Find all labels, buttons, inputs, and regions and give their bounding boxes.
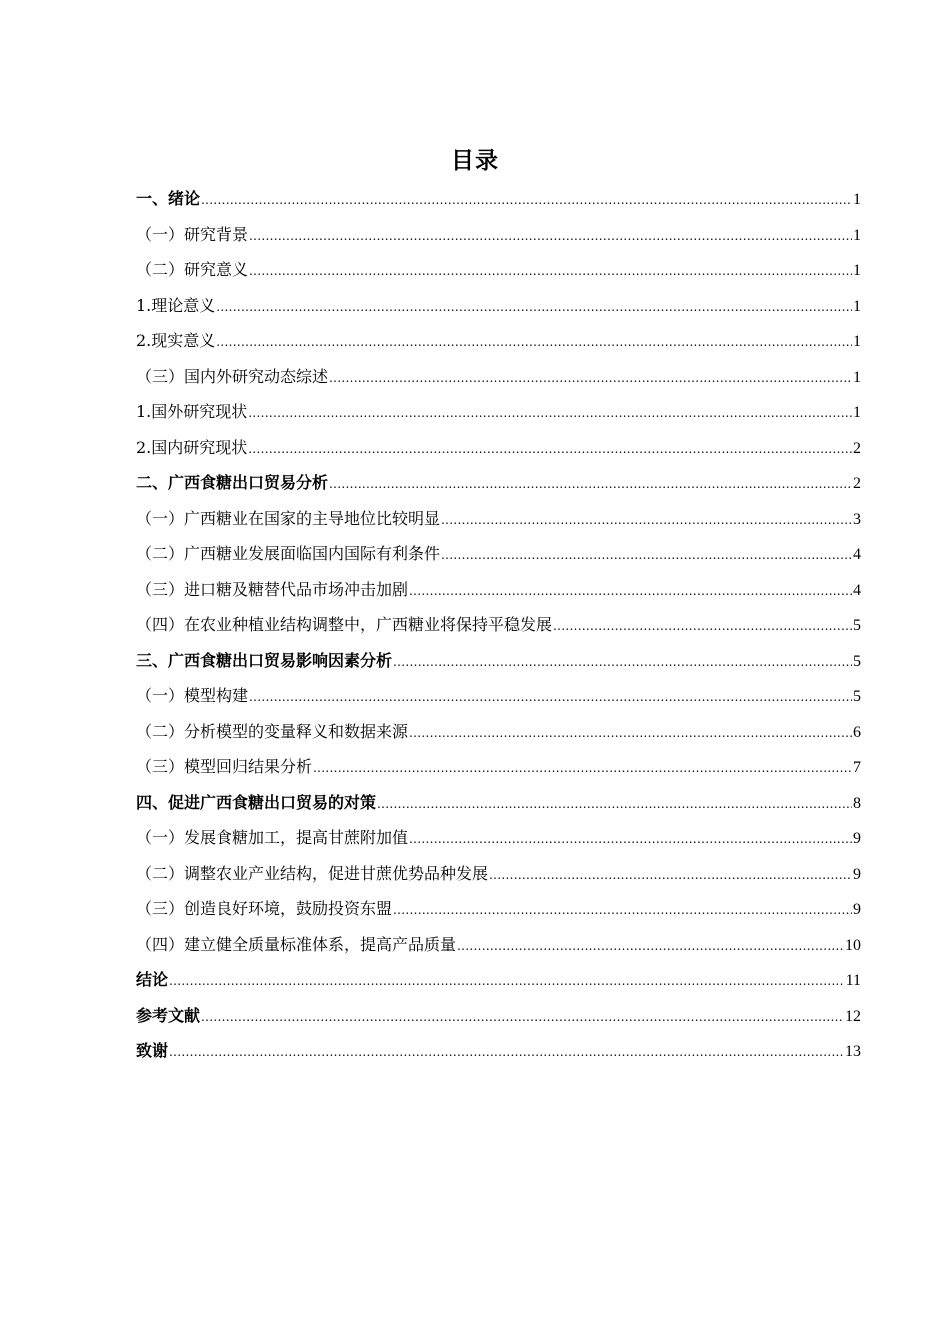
toc-dot-leader	[248, 432, 852, 466]
toc-entry-text: （二）研究意义	[136, 260, 249, 279]
toc-dot-leader	[201, 183, 852, 217]
toc-dot-leader	[169, 964, 845, 998]
toc-entry-text: 致谢	[136, 1041, 169, 1060]
toc-entry[interactable]	[136, 820, 861, 856]
toc-page-number: 1	[853, 226, 861, 244]
toc-entry[interactable]	[136, 359, 861, 395]
toc-entry-text: （一）模型构建	[136, 686, 249, 705]
toc-entry[interactable]	[136, 607, 861, 643]
toc-entry[interactable]	[136, 643, 861, 679]
toc-entry[interactable]	[136, 536, 861, 572]
toc-entry[interactable]	[136, 749, 861, 785]
toc-entry-text: 结论	[136, 970, 169, 989]
toc-entry-text: （三）国内外研究动态综述	[136, 366, 329, 386]
toc-entry[interactable]	[136, 323, 861, 359]
toc-entry[interactable]	[136, 891, 861, 927]
toc-entry-text: （二）广西糖业发展面临国内国际有利条件	[136, 544, 441, 563]
toc-dot-leader	[489, 858, 852, 892]
toc-dot-leader	[441, 538, 852, 572]
toc-page-number: 10	[845, 936, 861, 954]
toc-entry-text: 2.国内研究现状	[136, 437, 248, 457]
toc-page-number: 2	[853, 439, 861, 457]
toc-dot-leader	[249, 680, 852, 714]
toc-page-number: 13	[845, 1043, 861, 1060]
toc-dot-leader	[248, 396, 852, 430]
toc-page-number: 1	[853, 368, 861, 386]
toc-entry-text: 四、促进广西食糖出口贸易的对策	[136, 792, 377, 812]
toc-page-number: 1	[853, 333, 861, 350]
toc-dot-leader	[393, 893, 852, 927]
toc-entry-text: 参考文献	[136, 1005, 201, 1025]
toc-entry-text: 1.国外研究现状	[136, 402, 248, 421]
toc-entry-text: （二）分析模型的变量释义和数据来源	[136, 721, 409, 741]
toc-page-number: 9	[853, 830, 861, 847]
toc-dot-leader	[216, 290, 852, 324]
toc-entry[interactable]	[136, 465, 861, 501]
toc-entry[interactable]	[136, 288, 861, 324]
toc-page-number: 11	[845, 972, 861, 989]
toc-entry[interactable]	[136, 785, 861, 821]
toc-page-number: 2	[853, 475, 861, 492]
toc-dot-leader	[457, 929, 844, 963]
toc-dot-leader	[409, 822, 852, 856]
toc-entry[interactable]	[136, 1033, 861, 1069]
toc-page-number: 3	[853, 510, 861, 528]
toc-entry[interactable]	[136, 678, 861, 714]
toc-entry[interactable]	[136, 501, 861, 537]
toc-dot-leader	[249, 219, 852, 253]
toc-dot-leader	[216, 325, 852, 359]
toc-dot-leader	[393, 645, 852, 679]
toc-page-number: 5	[853, 617, 861, 634]
toc-dot-leader	[169, 1035, 844, 1069]
toc-dot-leader	[329, 467, 852, 501]
toc-entry-text: （一）广西糖业在国家的主导地位比较明显	[136, 508, 441, 528]
toc-entry[interactable]	[136, 394, 861, 430]
toc-dot-leader	[409, 574, 852, 608]
toc-entry-text: 一、绪论	[136, 189, 201, 208]
toc-entry[interactable]	[136, 856, 861, 892]
toc-page-number: 9	[853, 865, 861, 883]
toc-page-number: 1	[853, 262, 861, 279]
toc-entry-text: （二）调整农业产业结构，促进甘蔗优势品种发展	[136, 863, 489, 883]
toc-title: 目录	[451, 148, 499, 174]
toc-dot-leader	[249, 254, 852, 288]
toc-entry-text: （一）研究背景	[136, 224, 249, 244]
toc-dot-leader	[441, 503, 852, 537]
toc-entry[interactable]	[136, 217, 861, 253]
toc-entry-text: （三）模型回归结果分析	[136, 757, 313, 776]
toc-page-number: 1	[853, 191, 861, 208]
toc-entry-text: 三、广西食糖出口贸易影响因素分析	[136, 650, 393, 670]
toc-dot-leader	[377, 787, 852, 821]
toc-entry[interactable]	[136, 998, 861, 1034]
toc-entry[interactable]	[136, 927, 861, 963]
toc-entry-text: （四）在农业种植业结构调整中，广西糖业将保持平稳发展	[136, 615, 553, 634]
toc-entry-text: （一）发展食糖加工，提高甘蔗附加值	[136, 828, 409, 847]
toc-entry-text: 2.现实意义	[136, 331, 216, 350]
toc-dot-leader	[553, 609, 852, 643]
toc-page-number: 8	[853, 794, 861, 812]
toc-page-number: 9	[853, 901, 861, 918]
toc-entry[interactable]	[136, 430, 861, 466]
toc-entry[interactable]	[136, 714, 861, 750]
toc-dot-leader	[409, 716, 852, 750]
toc-entry-text: （三）创造良好环境，鼓励投资东盟	[136, 899, 393, 918]
toc-page-number: 12	[845, 1007, 861, 1025]
toc-page-number: 6	[853, 723, 861, 741]
toc-page-number: 1	[853, 404, 861, 421]
toc-page-number: 5	[853, 688, 861, 705]
toc-page-number: 4	[853, 581, 861, 599]
toc-entry-text: 1.理论意义	[136, 295, 216, 315]
toc-entry[interactable]	[136, 572, 861, 608]
toc-entry[interactable]	[136, 252, 861, 288]
toc-dot-leader	[313, 751, 852, 785]
toc-dot-leader	[201, 1000, 844, 1034]
toc-page-number: 4	[853, 546, 861, 563]
toc-list	[136, 181, 861, 1069]
toc-entry[interactable]	[136, 181, 861, 217]
toc-dot-leader	[329, 361, 852, 395]
toc-page-number: 5	[853, 652, 861, 670]
toc-page-number: 7	[853, 759, 861, 776]
toc-page-number: 1	[853, 297, 861, 315]
toc-entry-text: （四）建立健全质量标准体系，提高产品质量	[136, 934, 457, 954]
toc-entry[interactable]	[136, 962, 861, 998]
toc-entry-text: （三）进口糖及糖替代品市场冲击加剧	[136, 579, 409, 599]
toc-entry-text: 二、广西食糖出口贸易分析	[136, 473, 329, 492]
